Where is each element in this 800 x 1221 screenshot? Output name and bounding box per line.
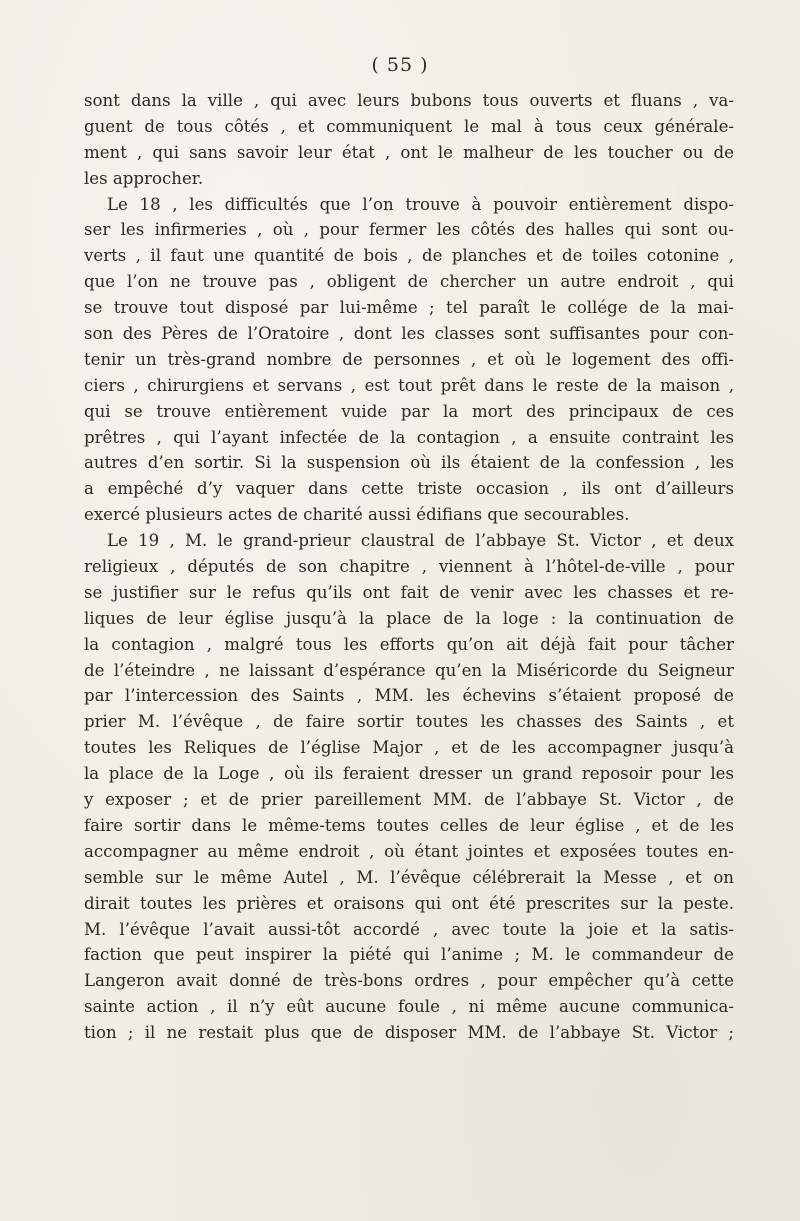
text-line: y exposer ; et de prier pareillement MM. de l’abbaye St. Victor , de [84, 790, 734, 810]
paragraph-start-line: Le 18 , les difficultés que l’on trouve à pouvoir entièrement dispo- [107, 194, 734, 214]
text-line: tion ; il ne restait plus que de disposer MM. de l’abbaye St. Victor ; [84, 1023, 734, 1043]
text-line: semble sur le même Autel , M. l’évêque célébrerait la Messe , et on [84, 867, 734, 887]
text-line: M. l’évêque l’avait aussi-tôt accordé , avec toute la joie et la satis- [84, 919, 734, 939]
text-line: prier M. l’évêque , de faire sortir toutes les chasses des Saints , et [84, 712, 734, 732]
paragraph-start-line: Le 19 , M. le grand-prieur claustral de l’abbaye St. Victor , et deux [107, 531, 734, 551]
text-line: la contagion , malgré tous les efforts qu’on ait déjà fait pour tâcher [84, 634, 734, 654]
text-line: se trouve tout disposé par lui-même ; tel paraît le collége de la mai- [84, 298, 734, 318]
text-line: les approcher. [84, 168, 204, 188]
text-line: par l’intercession des Saints , MM. les échevins s’étaient proposé de [84, 686, 734, 706]
text-line: sont dans la ville , qui avec leurs bubons tous ouverts et fluans , va- [84, 91, 734, 110]
text-line: la place de la Loge , où ils feraient dresser un grand reposoir pour les [84, 764, 734, 784]
text-line: tenir un très-grand nombre de personnes , et où le logement des offi- [84, 349, 734, 369]
text-line: guent de tous côtés , et communiquent le mal à tous ceux générale- [84, 116, 734, 136]
text-line: a empêché d’y vaquer dans cette triste occasion , ils ont d’ailleurs [84, 479, 734, 499]
text-line: que l’on ne trouve pas , obligent de chercher un autre endroit , qui [84, 272, 734, 292]
text-line: prêtres , qui l’ayant infectée de la contagion , a ensuite contraint les [84, 427, 734, 447]
text-line: verts , il faut une quantité de bois , de planches et de toiles cotonine , [84, 246, 734, 266]
text-line: faire sortir dans le même-tems toutes celles de leur église , et de les [84, 815, 734, 835]
text-line: qui se trouve entièrement vuide par la mort des principaux de ces [84, 401, 734, 421]
text-line: faction que peut inspirer la piété qui l’anime ; M. le commandeur de [84, 945, 734, 965]
text-line: religieux , députés de son chapitre , viennent à l’hôtel-de-ville , pour [84, 557, 734, 577]
text-line: ciers , chirurgiens et servans , est tout prêt dans le reste de la maison , [84, 375, 734, 395]
text-line: se justifier sur le refus qu’ils ont fait de venir avec les chasses et re- [84, 582, 734, 602]
body-text [84, 88, 734, 1046]
text-line: ser les infirmeries , où , pour fermer les côtés des halles qui sont ou- [84, 220, 734, 240]
text-line: dirait toutes les prières et oraisons qui ont été prescrites sur la peste. [84, 893, 734, 913]
text-line: sainte action , il n’y eût aucune foule , ni même aucune communica- [84, 997, 734, 1017]
text-line: de l’éteindre , ne laissant d’espérance qu’en la Miséricorde du Seigneur [84, 660, 734, 680]
text-line: son des Pères de l’Oratoire , dont les classes sont suffisantes pour con- [84, 324, 734, 344]
text-line: exercé plusieurs actes de charité aussi édifians que secourables. [84, 505, 630, 525]
text-line: autres d’en sortir. Si la suspension où ils étaient de la confession , les [84, 453, 734, 473]
text-line: Langeron avait donné de très-bons ordres , pour empêcher qu’à cette [84, 971, 734, 991]
text-line: accompagner au même endroit , où étant jointes et exposées toutes en- [84, 841, 734, 861]
page-number: ( 55 ) [371, 54, 429, 76]
text-line: liques de leur église jusqu’à la place de la loge : la continuation de [84, 608, 734, 628]
text-line: toutes les Reliques de l’église Major , et de les accompagner jusqu’à [84, 738, 734, 758]
text-line: ment , qui sans savoir leur état , ont le malheur de les toucher ou de [84, 142, 734, 162]
